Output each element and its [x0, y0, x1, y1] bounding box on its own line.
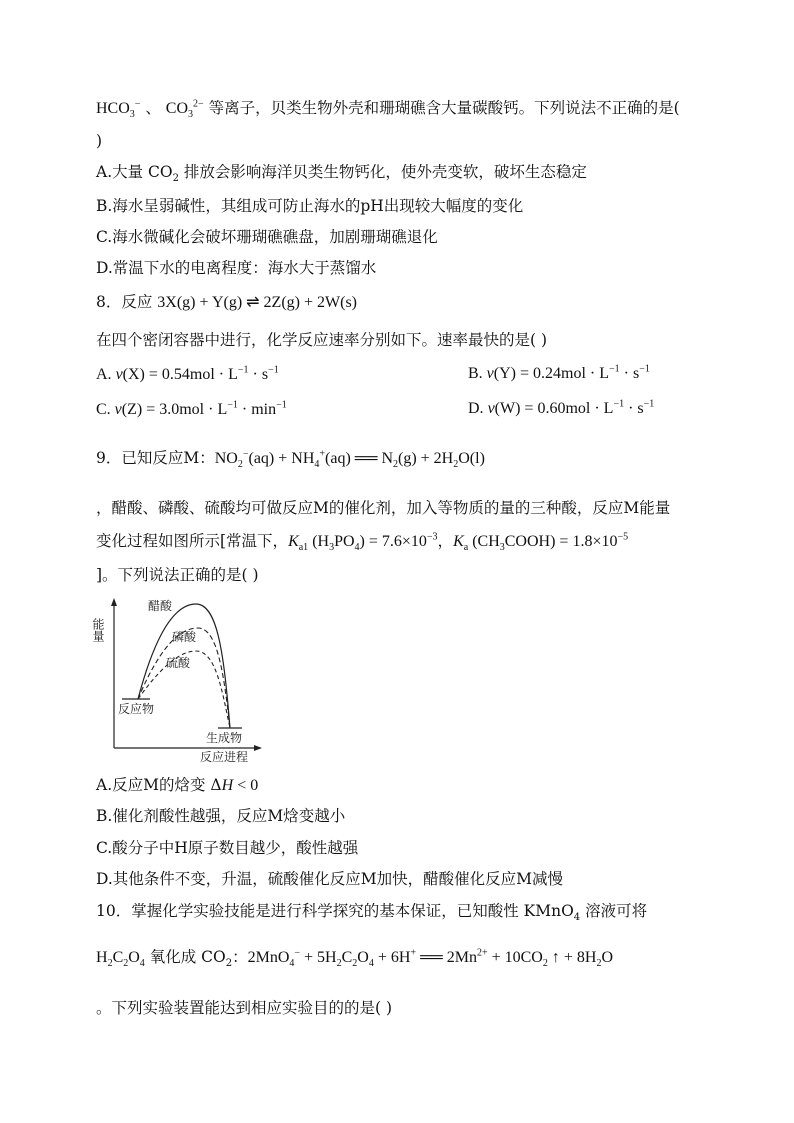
q8-option-b: B. $v(Y) = 0.24mol \cdot L^{-1} \cdot s^{-1}$: [468, 363, 650, 382]
q8-equation: 3X(g) + Y(g) ⇌ 2Z(g) + 2W(s): [157, 294, 357, 311]
q9-line4: ]。下列说法正确的是( ): [96, 566, 259, 584]
q9-option-c: C.酸分子中H原子数目越少，酸性越强: [96, 839, 359, 857]
ka-expression: $K_a$ $(CH_3COOH) = 1.8\times 10^{-5}$: [453, 531, 629, 554]
label-sulfuric: 硫酸: [166, 656, 191, 670]
y-axis-arrow: [111, 598, 117, 606]
q7-option-a: A.大量 $CO_2$ 排放会影响海洋贝类生物钙化，使外壳变软，破坏生态稳定: [96, 163, 587, 185]
label-product: 生成物: [206, 731, 243, 745]
q9-option-b: B.催化剂酸性越强，反应M焓变越小: [96, 807, 346, 825]
q9-stem: 9．已知反应M：$NO_2^-(aq) + NH_4^+(aq)$ ══ $N_2(g) + 2H_2O(l)$: [96, 448, 485, 471]
hco3-formula: $HCO_3^-$: [96, 98, 141, 121]
q7-stem-close: ): [96, 132, 103, 150]
q10-question: 。下列实验装置能达到相应实验目的的是( ): [96, 999, 393, 1017]
q7-option-b: B.海水呈弱碱性，其组成可防止海水的pH出现较大幅度的变化: [96, 197, 524, 215]
q8-stem: 8．反应 3X(g) + Y(g) ⇌ 2Z(g) + 2W(s): [96, 293, 357, 311]
label-phosphoric: 磷酸: [172, 630, 197, 644]
x-axis-arrow: [254, 745, 262, 751]
q8-options-row1: [96, 363, 650, 385]
q9-option-a: A.反应M的焓变 ΔH < 0: [96, 776, 259, 794]
q7-option-d: D.常温下水的电离程度：海水大于蒸馏水: [96, 259, 377, 277]
q7-option-c: C.海水微碱化会破坏珊瑚礁礁盘，加剧珊瑚礁退化: [96, 228, 438, 246]
label-reactant: 反应物: [118, 702, 155, 716]
q8-question: 在四个密闭容器中进行，化学反应速率分别如下。速率最快的是( ): [96, 331, 548, 349]
q8-option-a: A. $v(X) = 0.54mol \cdot L^{-1} \cdot s^{-1}$: [96, 364, 279, 383]
y-axis-label: 能量: [91, 618, 105, 642]
co3-formula: $CO_3^{2-}$: [165, 98, 204, 121]
q9-equation: $NO_2^-(aq) + NH_4^+(aq)$ ══ $N_2(g) + 2H_2O(l)$: [214, 448, 485, 471]
q10-equation-line: $H_2C_2O_4$ 氧化成 $CO_2$：$2MnO_4^- + 5H_2C_2O_4 + 6H^+$ ══ $2Mn^{2+} + 10CO_2$ ↑ + $8H_2O$: [96, 947, 613, 970]
q9-option-d: D.其他条件不变，升温，硫酸催化反应M加快，醋酸催化反应M减慢: [96, 870, 564, 888]
q9-line2: ，醋酸、磷酸、硫酸均可做反应M的催化剂，加入等物质的量的三种酸，反应M能量: [96, 499, 671, 517]
q8-option-d: D. $v(W) = 0.60mol \cdot L^{-1} \cdot s^{-1}$: [468, 398, 655, 417]
label-acetic: 醋酸: [148, 599, 173, 613]
q8-options-row2: [96, 398, 655, 420]
x-axis-label: 反应进程: [200, 750, 249, 764]
q8-option-c: C. $v(Z) = 3.0mol \cdot L^{-1} \cdot \min^{-1}$: [96, 399, 287, 418]
q9-line3: 变化过程如图所示[常温下，$K_{a1}$ $(H_3PO_4) = 7.6\times 10^{-3}$，$K_a$ $(CH_3COOH) = 1.8\times 10^{-5}$: [96, 531, 629, 554]
q10-equation: $2MnO_4^- + 5H_2C_2O_4 + 6H^+$ ══ $2Mn^{2+} + 10CO_2$ ↑ + $8H_2O$: [247, 947, 613, 970]
h2c2o4-formula: $H_2C_2O_4$: [96, 949, 145, 970]
q10-stem: 10．掌握化学实验技能是进行科学探究的基本保证，已知酸性 KMnO$_4$ 溶液可将: [96, 902, 648, 924]
energy-profile-diagram: [91, 596, 266, 766]
ka1-expression: $K_{a1}$ $(H_3PO_4) = 7.6\times 10^{-3}$: [288, 531, 438, 554]
q7-stem-line: $HCO_3^-$ 、 $CO_3^{2-}$ 等离子，贝类生物外壳和珊瑚礁含大量碳酸钙。下列说法不正确的是(: [96, 98, 680, 121]
